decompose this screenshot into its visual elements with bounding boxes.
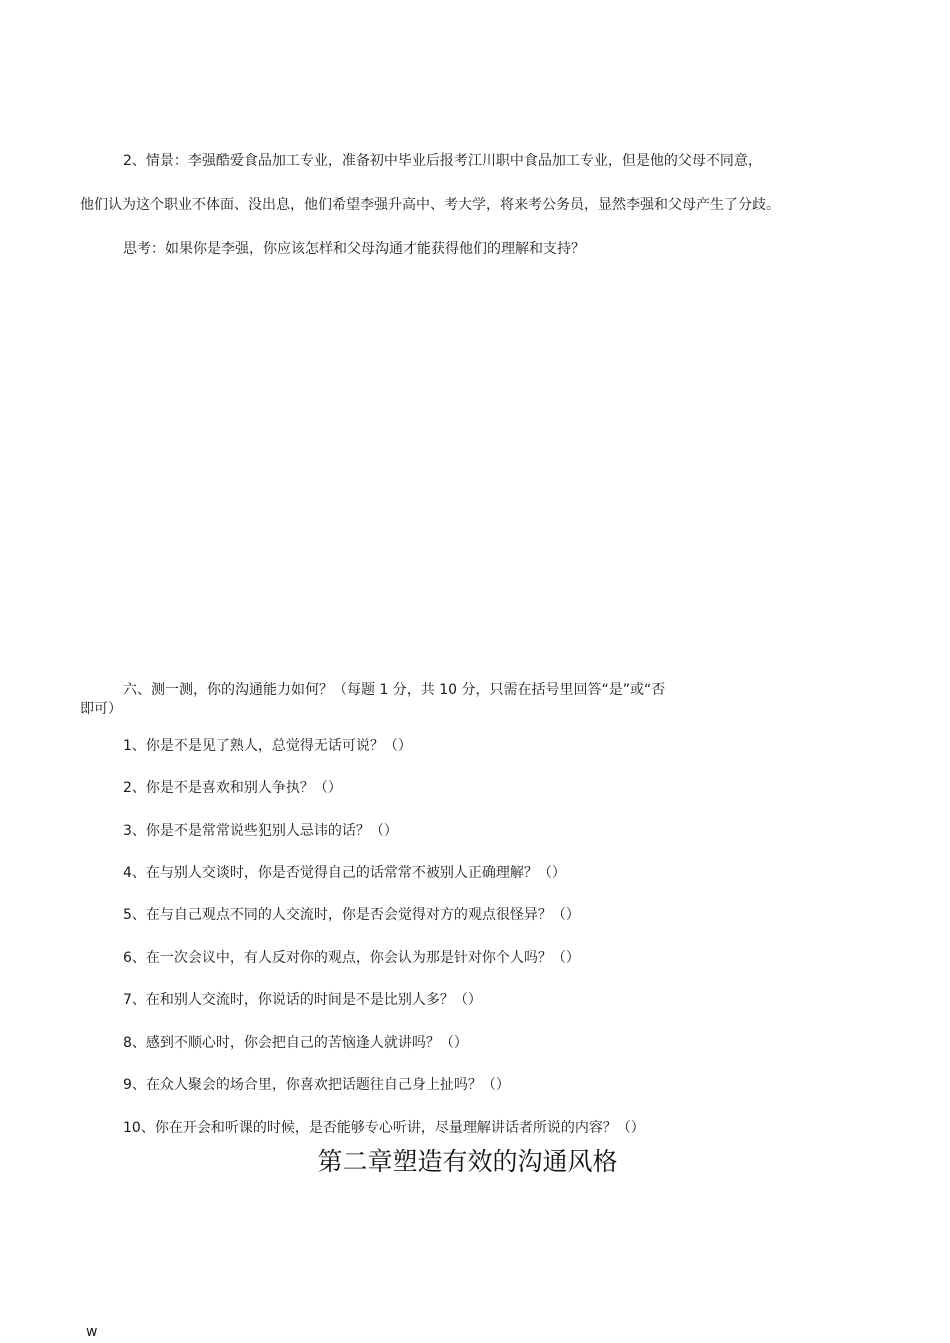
quiz-item-9: 9、在众人聚会的场合里，你喜欢把话题往自己身上扯吗？（） (123, 1077, 510, 1093)
quiz-item-2: 2、你是不是喜欢和别人争执？（） (123, 780, 342, 796)
quiz-item-4: 4、在与别人交谈时，你是否觉得自己的话常常不被别人正确理解？（） (123, 865, 566, 881)
footer-mark: w (86, 1324, 98, 1340)
section6-heading-line-1: 六、测一测，你的沟通能力如何？（每题 1 分，共 10 分，只需在括号里回答“是”或“否 (123, 682, 666, 698)
quiz-item-6: 6、在一次会议中，有人反对你的观点，你会认为那是针对你个人吗？（） (123, 950, 580, 966)
chapter-title: 第二章塑造有效的沟通风格 (317, 1147, 618, 1176)
scenario-line-1: 2、情景：李强酷爱食品加工专业，准备初中毕业后报考江川职中食品加工专业，但是他的父母不同意， (123, 153, 762, 169)
section6-heading-line-2: 即可） (80, 701, 122, 717)
quiz-item-5: 5、在与自己观点不同的人交流时，你是否会觉得对方的观点很怪异？（） (123, 907, 580, 923)
quiz-item-10: 10、你在开会和听课的时候，是否能够专心听讲，尽量理解讲话者所说的内容？（） (123, 1120, 645, 1136)
quiz-item-3: 3、你是不是常常说些犯别人忌讳的话？（） (123, 823, 398, 839)
scenario-question: 思考：如果你是李强，你应该怎样和父母沟通才能获得他们的理解和支持？ (123, 241, 585, 257)
quiz-item-8: 8、感到不顺心时，你会把自己的苦恼逢人就讲吗？（） (123, 1035, 468, 1051)
quiz-item-7: 7、在和别人交流时，你说话的时间是不是比别人多？（） (123, 992, 482, 1008)
quiz-item-1: 1、你是不是见了熟人，总觉得无话可说？（） (123, 738, 412, 754)
scenario-line-2: 他们认为这个职业不体面、没出息，他们希望李强升高中、考大学，将来考公务员，显然李强和父母产生了分歧。 (80, 197, 780, 213)
